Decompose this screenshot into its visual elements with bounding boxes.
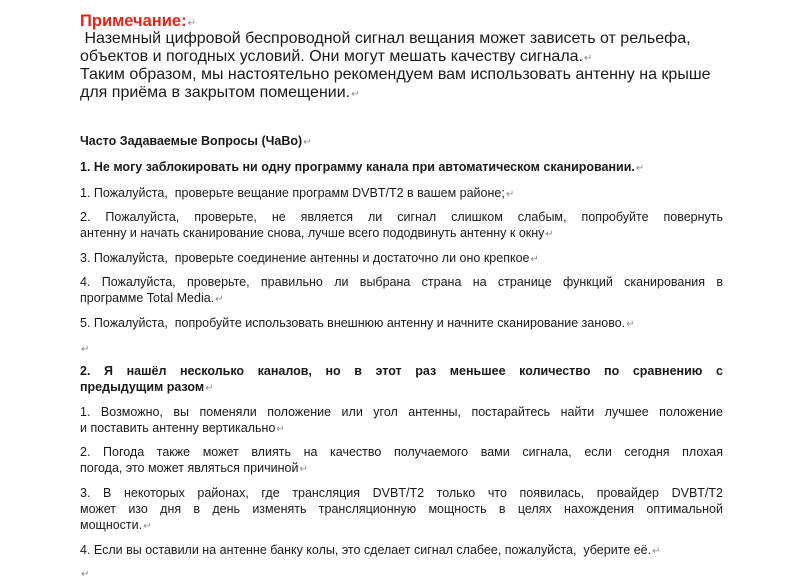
- answer-1-2-line1: 2. Пожалуйста, проверьте, не является ли сигнал слишком слабым, попробуйте повернуть: [80, 210, 723, 224]
- note-line-3: [80, 66, 711, 84]
- paragraph-mark: ↵: [635, 163, 645, 174]
- answer-1-4-line1: 4. Пожалуйста, проверьте, правильно ли выбрана страна на странице функций сканирования в: [80, 275, 723, 289]
- answer-1-4-line2: [80, 291, 224, 307]
- answer-2-1-line1: 1. Возможно, вы поменяли положение или угол антенны, постарайтесь найти лучшее положение: [80, 405, 723, 419]
- answer-2-1-line2: [80, 421, 285, 437]
- paragraph-mark: ↵: [143, 521, 152, 532]
- question-1-text: 1. Не могу заблокировать ни одну программу канала при автоматическом сканировании.: [80, 160, 635, 174]
- question-2-text: предыдущим разом: [80, 380, 205, 394]
- answer-text: программе Total Media.: [80, 291, 215, 305]
- note-line-4: [80, 84, 359, 104]
- paragraph-mark: ↵: [351, 89, 360, 100]
- paragraph-mark: ↵: [530, 254, 539, 265]
- note-text: для приёма в закрытом помещении.: [80, 84, 351, 101]
- paragraph-mark: ↵: [276, 424, 285, 435]
- note-title: Примечание:: [80, 12, 187, 30]
- paragraph-mark: ↵: [545, 229, 554, 240]
- answer-text: погода, это может являться причиной: [80, 461, 299, 475]
- paragraph-mark: ↵: [505, 189, 515, 200]
- paragraph-mark: ↵: [187, 18, 196, 29]
- question-2-line2: [80, 380, 214, 396]
- answer-1-3: [80, 251, 539, 267]
- paragraph-mark: ↵: [626, 319, 635, 330]
- paragraph-mark: ↵: [584, 53, 593, 64]
- paragraph-mark: ↵: [205, 383, 214, 394]
- empty-paragraph: [80, 341, 89, 357]
- answer-2-2-line1: 2. Погода также может влиять на качество получаемого вами сигнала, если сегодня плохая: [80, 445, 723, 459]
- answer-1-2-line2: [80, 226, 554, 242]
- faq-heading: [80, 134, 312, 150]
- note-text: Наземный цифровой беспроводной сигнал вещания может зависеть от рельефа,: [80, 30, 691, 47]
- answer-text: 1. Пожалуйста, проверьте вещание программ DVBT/T2 в вашем районе;: [80, 186, 505, 200]
- empty-paragraph: [80, 566, 89, 582]
- answer-1-5: [80, 316, 635, 332]
- answer-2-3-line3: [80, 518, 152, 534]
- answer-text: 5. Пожалуйста, попробуйте использовать внешнюю антенну и начните сканирование заново.: [80, 316, 626, 330]
- paragraph-mark: ↵: [299, 464, 308, 475]
- paragraph-mark: ↵: [652, 546, 661, 557]
- note-line-1: [80, 30, 691, 48]
- faq-heading-text: Часто Задаваемые Вопросы (ЧаВо): [80, 134, 303, 148]
- answer-text: мощности.: [80, 518, 143, 532]
- paragraph-mark: ↵: [215, 294, 224, 305]
- note-text: Таким образом, мы настоятельно рекомендуем вам использовать антенну на крыше: [80, 66, 711, 83]
- paragraph-mark: ↵: [303, 137, 312, 148]
- paragraph-mark: ↵: [81, 569, 90, 580]
- paragraph-mark: ↵: [81, 344, 90, 355]
- question-2-line1: 2. Я нашёл несколько каналов, но в этот раз меньшее количество по сравнению с: [80, 364, 723, 378]
- answer-2-3-line2: может изо дня в день изменять трансляционную мощность в целях нахождения оптимальной: [80, 502, 723, 516]
- answer-2-3-line1: 3. В некоторых районах, где трансляция DVBT/T2 только что появилась, провайдер DVBT/T2: [80, 486, 723, 500]
- answer-2-4: [80, 543, 660, 559]
- answer-1-1: [80, 186, 514, 202]
- answer-2-2-line2: [80, 461, 308, 477]
- answer-text: антенну и начать сканирование снова, лучше всего пододвинуть антенну к окну: [80, 226, 545, 240]
- question-1: [80, 160, 644, 176]
- answer-text: 3. Пожалуйста, проверьте соединение антенны и достаточно ли оно крепкое: [80, 251, 530, 265]
- note-text: объектов и погодных условий. Они могут мешать качеству сигнала.: [80, 48, 583, 65]
- answer-text: и поставить антенну вертикально: [80, 421, 276, 435]
- note-line-2: [80, 48, 592, 68]
- answer-text: 4. Если вы оставили на антенне банку колы, это сделает сигнал слабее, пожалуйста, уберите её.: [80, 543, 652, 557]
